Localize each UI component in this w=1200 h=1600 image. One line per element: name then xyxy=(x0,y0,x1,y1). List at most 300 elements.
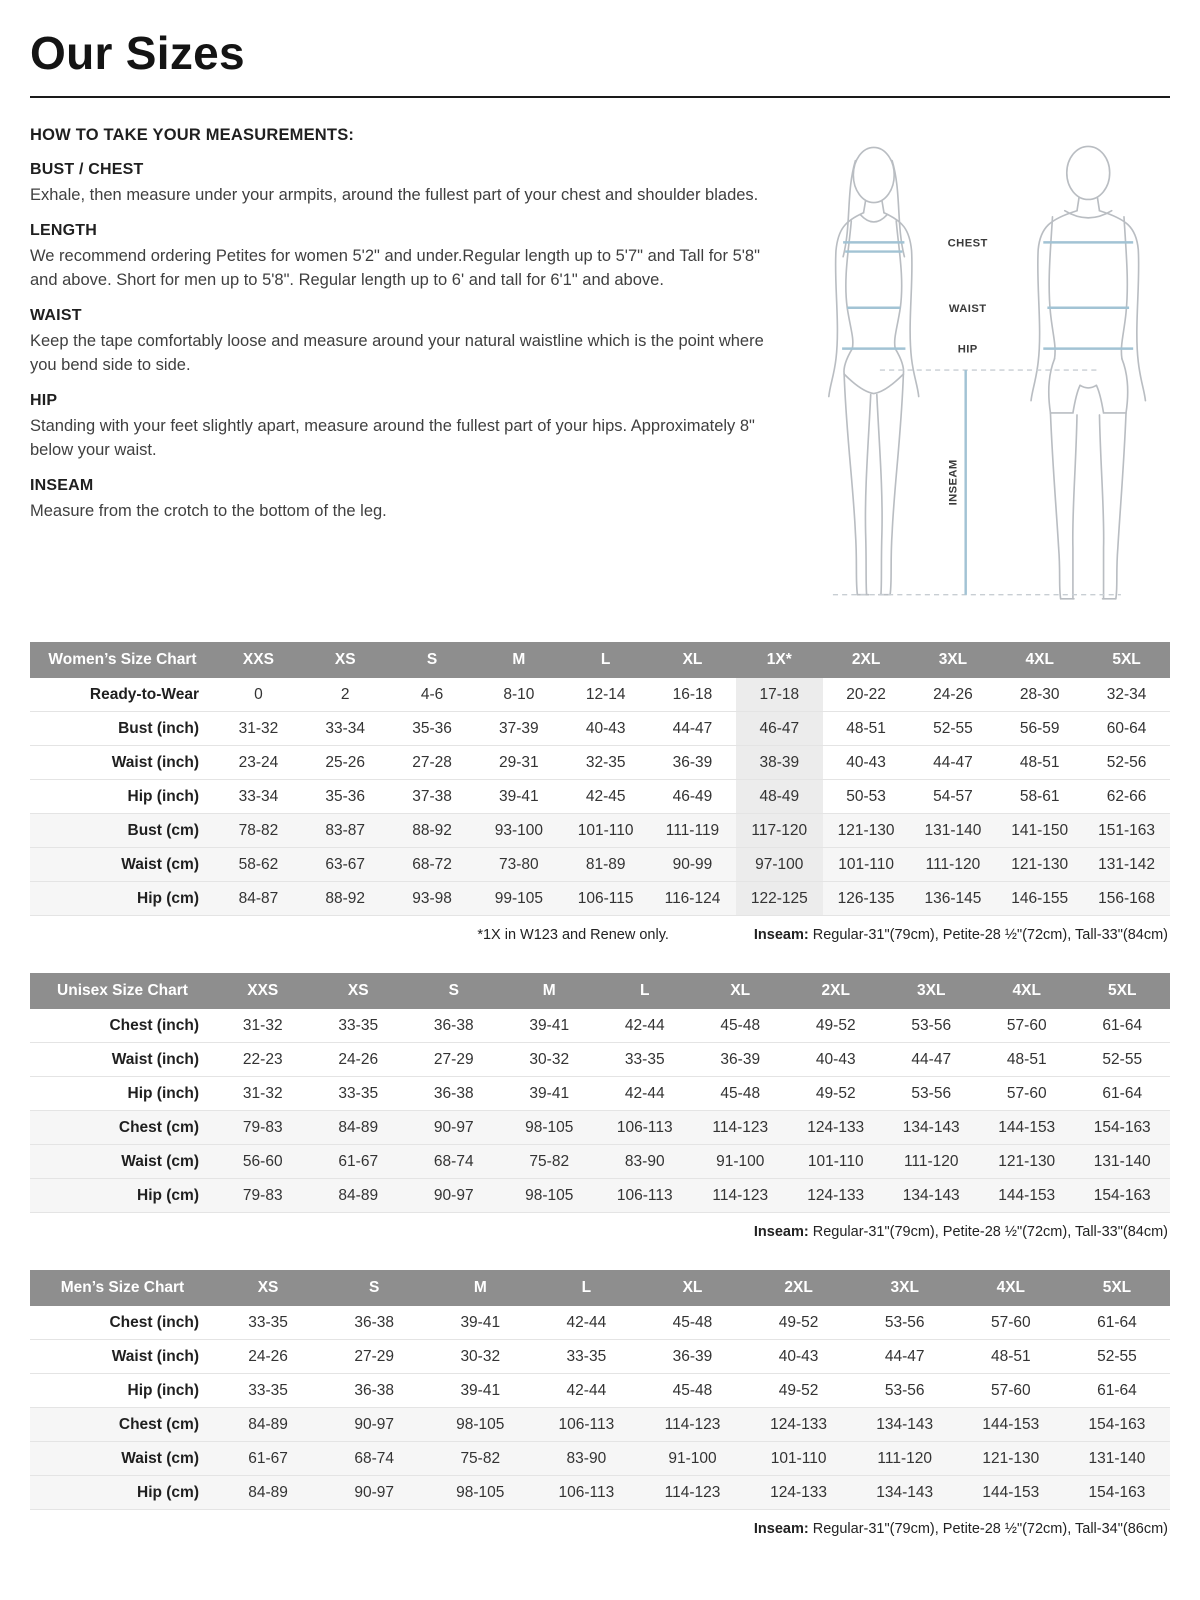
header-row xyxy=(30,642,1170,678)
size-cell: 79-83 xyxy=(242,1118,283,1136)
table-title: Women’s Size Chart xyxy=(30,642,215,678)
size-cell: 97-100 xyxy=(736,848,823,882)
size-cell: 53-56 xyxy=(911,1016,952,1034)
woman-figure-outline xyxy=(829,147,919,594)
section-text-bust-chest: Exhale, then measure under your armpits, around the fullest part of your chest and shoulder blades. xyxy=(30,186,759,204)
size-cell: 114-123 xyxy=(712,1186,769,1204)
size-cell: 117-120 xyxy=(736,814,823,848)
table-row xyxy=(30,1179,1170,1213)
waist-label: WAIST xyxy=(948,302,987,315)
size-cell: 39-41 xyxy=(499,787,539,805)
size-cell: 42-45 xyxy=(585,787,626,805)
size-cell: 63-67 xyxy=(325,855,366,873)
table-row xyxy=(30,1077,1170,1111)
column-header: XL xyxy=(649,642,736,678)
size-cell: 50-53 xyxy=(846,787,886,805)
mens-size-chart-table xyxy=(30,1270,1170,1510)
page-title: Our Sizes xyxy=(30,27,245,79)
size-cell: 38-39 xyxy=(736,746,823,780)
size-cell: 90-97 xyxy=(433,1186,474,1204)
column-header: M xyxy=(427,1270,533,1306)
size-cell: 56-59 xyxy=(1019,719,1060,737)
size-cell: 33-34 xyxy=(238,787,279,805)
hip-label: HIP xyxy=(957,343,978,356)
header-row xyxy=(30,973,1170,1009)
header-row xyxy=(30,1270,1170,1306)
size-cell: 44-47 xyxy=(672,719,713,737)
size-cell: 84-89 xyxy=(338,1118,379,1136)
size-cell: 53-56 xyxy=(911,1084,952,1102)
size-cell: 49-52 xyxy=(778,1313,819,1331)
inseam-note-text: Regular-31"(79cm), Petite-28 ½"(72cm), Tall-34"(86cm) xyxy=(808,1521,1168,1537)
chest-label: CHEST xyxy=(947,237,988,250)
size-cell: 32-35 xyxy=(585,753,626,771)
size-cell: 131-142 xyxy=(1098,855,1155,873)
column-header: M xyxy=(502,973,598,1009)
size-cell: 52-55 xyxy=(1102,1050,1143,1068)
size-cell: 121-130 xyxy=(1011,855,1069,873)
table-row xyxy=(30,1340,1170,1374)
size-cell: 25-26 xyxy=(325,753,366,771)
size-cell: 46-47 xyxy=(736,712,823,746)
size-cell: 101-110 xyxy=(770,1449,827,1467)
row-label: Ready-to-Wear xyxy=(89,685,199,703)
row-label: Waist (cm) xyxy=(121,1449,199,1467)
size-cell: 36-38 xyxy=(433,1016,474,1034)
size-cell: 83-90 xyxy=(566,1449,607,1467)
size-cell: 40-43 xyxy=(585,719,626,737)
size-cell: 61-67 xyxy=(338,1152,379,1170)
size-cell: 144-153 xyxy=(982,1415,1040,1433)
size-cell: 27-28 xyxy=(412,753,452,771)
size-cell: 93-98 xyxy=(412,889,452,907)
size-cell: 131-140 xyxy=(1088,1449,1146,1467)
size-cell: 60-64 xyxy=(1106,719,1147,737)
size-cell: 22-23 xyxy=(242,1050,283,1068)
size-cell: 45-48 xyxy=(720,1084,761,1102)
size-cell: 31-32 xyxy=(242,1016,283,1034)
column-header: S xyxy=(321,1270,427,1306)
size-cell: 101-110 xyxy=(838,855,894,873)
size-cell: 49-52 xyxy=(778,1381,819,1399)
size-cell: 134-143 xyxy=(876,1483,934,1501)
size-cell: 40-43 xyxy=(778,1347,819,1365)
size-cell: 73-80 xyxy=(499,855,539,873)
size-cell: 48-51 xyxy=(846,719,886,737)
size-cell: 126-135 xyxy=(837,889,895,907)
row-label: Chest (inch) xyxy=(109,1016,199,1034)
row-label: Hip (cm) xyxy=(137,889,199,907)
row-label: Waist (cm) xyxy=(121,855,199,873)
column-header: 4XL xyxy=(979,973,1075,1009)
table-row xyxy=(30,848,1170,882)
size-cell: 83-87 xyxy=(325,821,366,839)
size-cell: 53-56 xyxy=(884,1381,925,1399)
size-cell: 52-55 xyxy=(933,719,973,737)
row-label: Bust (cm) xyxy=(127,821,199,839)
section-title-waist: WAIST xyxy=(30,307,82,325)
row-label: Waist (inch) xyxy=(111,753,199,771)
size-cell: 90-99 xyxy=(672,855,713,873)
column-header: 5XL xyxy=(1083,642,1170,678)
size-cell: 98-105 xyxy=(525,1186,574,1204)
table-title: Unisex Size Chart xyxy=(30,973,215,1009)
size-cell: 52-56 xyxy=(1106,753,1147,771)
size-cell: 88-92 xyxy=(412,821,452,839)
column-header: 2XL xyxy=(746,1270,852,1306)
size-cell: 27-29 xyxy=(433,1050,474,1068)
size-cell: 78-82 xyxy=(238,821,279,839)
size-cell: 134-143 xyxy=(902,1118,960,1136)
size-cell: 90-97 xyxy=(354,1483,394,1501)
table-footnotes xyxy=(30,1510,1170,1537)
size-cell: 39-41 xyxy=(460,1313,501,1331)
table-row xyxy=(30,1111,1170,1145)
size-cell: 98-105 xyxy=(525,1118,574,1136)
size-cell: 75-82 xyxy=(529,1152,570,1170)
mens-size-chart xyxy=(30,1270,1170,1537)
size-cell: 114-123 xyxy=(664,1415,721,1433)
unisex-size-chart xyxy=(30,973,1170,1240)
size-cell: 48-51 xyxy=(1019,753,1060,771)
size-cell: 61-64 xyxy=(1097,1313,1137,1331)
inseam-note xyxy=(754,1224,1168,1240)
size-cell: 37-39 xyxy=(499,719,539,737)
size-cell: 48-51 xyxy=(990,1347,1031,1365)
size-cell: 8-10 xyxy=(503,685,535,703)
size-cell: 49-52 xyxy=(815,1084,856,1102)
size-cell: 134-143 xyxy=(876,1415,934,1433)
size-cell: 42-44 xyxy=(566,1313,607,1331)
size-cell: 58-61 xyxy=(1019,787,1060,805)
size-cell: 122-125 xyxy=(736,882,823,916)
size-cell: 44-47 xyxy=(884,1347,925,1365)
column-header: 2XL xyxy=(788,973,884,1009)
size-cell: 151-163 xyxy=(1098,821,1155,839)
column-header: 5XL xyxy=(1064,1270,1170,1306)
size-cell: 58-62 xyxy=(238,855,279,873)
title-divider xyxy=(30,96,1170,98)
size-cell: 39-41 xyxy=(529,1084,570,1102)
size-cell: 44-47 xyxy=(911,1050,952,1068)
size-cell: 16-18 xyxy=(672,685,713,703)
size-cell: 114-123 xyxy=(712,1118,769,1136)
table-row xyxy=(30,1374,1170,1408)
size-cell: 42-44 xyxy=(566,1381,607,1399)
size-cell: 39-41 xyxy=(460,1381,501,1399)
size-cell: 91-100 xyxy=(716,1152,765,1170)
size-cell: 124-133 xyxy=(770,1415,828,1433)
size-cell: 156-168 xyxy=(1098,889,1155,907)
size-cell: 45-48 xyxy=(672,1313,713,1331)
row-label: Hip (inch) xyxy=(127,1084,199,1102)
table-row xyxy=(30,1043,1170,1077)
size-cell: 111-120 xyxy=(925,855,981,873)
size-cell: 29-31 xyxy=(499,753,539,771)
section-title-bust-chest: BUST / CHEST xyxy=(30,161,144,178)
size-cell: 33-35 xyxy=(338,1016,379,1034)
size-cell: 111-120 xyxy=(877,1449,932,1467)
size-cell: 31-32 xyxy=(238,719,279,737)
size-cell: 84-87 xyxy=(238,889,279,907)
inseam-note xyxy=(754,1521,1168,1537)
size-cell: 49-52 xyxy=(815,1016,856,1034)
size-cell: 61-67 xyxy=(248,1449,288,1467)
size-cell: 37-38 xyxy=(412,787,452,805)
size-cell: 33-35 xyxy=(624,1050,665,1068)
size-cell: 36-39 xyxy=(672,1347,713,1365)
column-header: 4XL xyxy=(958,1270,1064,1306)
size-cell: 44-47 xyxy=(933,753,973,771)
size-cell: 17-18 xyxy=(736,678,823,712)
size-cell: 12-14 xyxy=(585,685,626,703)
size-cell: 30-32 xyxy=(529,1050,570,1068)
column-header: XXS xyxy=(215,973,311,1009)
section-text-hip: Standing with your feet slightly apart, measure around the fullest part of your hips. Approximately 8" below your waist. xyxy=(30,417,755,459)
size-cell: 124-133 xyxy=(807,1118,865,1136)
size-cell: 84-89 xyxy=(338,1186,379,1204)
column-header: L xyxy=(597,973,693,1009)
size-cell: 4-6 xyxy=(420,685,444,703)
size-cell: 30-32 xyxy=(460,1347,501,1365)
size-cell: 46-49 xyxy=(672,787,713,805)
column-note: *1X in W123 and Renew only. xyxy=(477,927,669,943)
size-cell: 61-64 xyxy=(1102,1084,1143,1102)
size-cell: 24-26 xyxy=(248,1347,288,1365)
size-cell: 101-110 xyxy=(577,821,634,839)
size-cell: 36-38 xyxy=(354,1381,394,1399)
column-header: 4XL xyxy=(996,642,1083,678)
inseam-label: INSEAM xyxy=(947,459,960,506)
table-row xyxy=(30,1145,1170,1179)
size-cell: 2 xyxy=(340,685,350,703)
size-cell: 106-113 xyxy=(558,1483,615,1501)
measurement-figure-illustration xyxy=(792,122,1170,608)
size-cell: 40-43 xyxy=(846,753,886,771)
size-cell: 36-39 xyxy=(720,1050,761,1068)
size-cell: 111-120 xyxy=(903,1152,959,1170)
section-text-length: We recommend ordering Petites for women 5'2" and under.Regular length up to 5'7" and Tall for 5'8" and above. Short for men up to 5'8". Regular length up to 6' and tall for 6'1" and above. xyxy=(30,247,760,289)
size-cell: 154-163 xyxy=(1093,1118,1151,1136)
size-cell: 36-38 xyxy=(354,1313,394,1331)
size-cell: 53-56 xyxy=(884,1313,925,1331)
size-cell: 31-32 xyxy=(242,1084,283,1102)
column-header: XS xyxy=(311,973,407,1009)
size-cell: 42-44 xyxy=(624,1016,665,1034)
size-cell: 48-51 xyxy=(1006,1050,1047,1068)
column-header: 2XL xyxy=(823,642,910,678)
row-label: Waist (cm) xyxy=(121,1152,199,1170)
inseam-note-text: Regular-31"(79cm), Petite-28 ½"(72cm), Tall-33"(84cm) xyxy=(808,927,1168,943)
size-cell: 20-22 xyxy=(846,685,886,703)
size-cell: 121-130 xyxy=(837,821,895,839)
table-footnotes xyxy=(30,1213,1170,1240)
size-cell: 0 xyxy=(254,685,263,703)
size-cell: 131-140 xyxy=(1093,1152,1151,1170)
column-header: L xyxy=(533,1270,639,1306)
size-cell: 136-145 xyxy=(924,889,982,907)
row-label: Hip (cm) xyxy=(137,1483,199,1501)
size-cell: 68-74 xyxy=(433,1152,474,1170)
size-cell: 154-163 xyxy=(1088,1483,1146,1501)
size-cell: 90-97 xyxy=(354,1415,394,1433)
size-cell: 68-72 xyxy=(412,855,452,873)
size-cell: 40-43 xyxy=(815,1050,856,1068)
column-header: S xyxy=(406,973,502,1009)
column-header: S xyxy=(389,642,476,678)
size-cell: 124-133 xyxy=(807,1186,865,1204)
row-label: Hip (cm) xyxy=(137,1186,199,1204)
column-header: XL xyxy=(693,973,789,1009)
size-cell: 36-38 xyxy=(433,1084,474,1102)
size-cell: 83-90 xyxy=(624,1152,665,1170)
size-cell: 79-83 xyxy=(242,1186,283,1204)
size-cell: 48-49 xyxy=(736,780,823,814)
size-cell: 57-60 xyxy=(1006,1016,1047,1034)
size-cell: 106-115 xyxy=(577,889,634,907)
column-header: XS xyxy=(215,1270,321,1306)
table-row xyxy=(30,746,1170,780)
size-cell: 91-100 xyxy=(668,1449,717,1467)
howto-heading: HOW TO TAKE YOUR MEASUREMENTS: xyxy=(30,126,355,144)
size-cell: 57-60 xyxy=(990,1381,1031,1399)
size-cell: 106-113 xyxy=(616,1118,673,1136)
size-cell: 61-64 xyxy=(1102,1016,1143,1034)
size-cell: 33-35 xyxy=(566,1347,607,1365)
table-row xyxy=(30,1442,1170,1476)
man-figure-outline xyxy=(1031,146,1145,598)
size-cell: 121-130 xyxy=(998,1152,1056,1170)
row-label: Hip (inch) xyxy=(127,1381,199,1399)
size-cell: 75-82 xyxy=(460,1449,501,1467)
size-cell: 154-163 xyxy=(1093,1186,1151,1204)
size-cell: 121-130 xyxy=(982,1449,1040,1467)
section-title-length: LENGTH xyxy=(30,222,97,240)
row-label: Waist (inch) xyxy=(111,1050,199,1068)
table-row xyxy=(30,1009,1170,1043)
size-cell: 68-74 xyxy=(354,1449,394,1467)
size-cell: 106-113 xyxy=(558,1415,615,1433)
size-cell: 106-113 xyxy=(616,1186,673,1204)
size-cell: 114-123 xyxy=(664,1483,721,1501)
section-title-hip: HIP xyxy=(30,392,58,410)
table-row xyxy=(30,814,1170,848)
measurement-instructions xyxy=(30,122,778,523)
size-cell: 101-110 xyxy=(807,1152,864,1170)
column-header: 3XL xyxy=(852,1270,958,1306)
size-cell: 84-89 xyxy=(248,1483,288,1501)
table-footnotes xyxy=(30,916,1170,943)
size-cell: 33-35 xyxy=(338,1084,379,1102)
size-cell: 24-26 xyxy=(933,685,973,703)
size-cell: 57-60 xyxy=(1006,1084,1047,1102)
size-cell: 111-119 xyxy=(665,821,720,839)
row-label: Chest (cm) xyxy=(118,1118,199,1136)
column-header: 1X* xyxy=(736,642,823,678)
size-cell: 116-124 xyxy=(664,889,721,907)
row-label: Waist (inch) xyxy=(111,1347,199,1365)
column-header: M xyxy=(475,642,562,678)
size-cell: 36-39 xyxy=(672,753,713,771)
size-cell: 81-89 xyxy=(585,855,626,873)
body-measurement-diagram xyxy=(792,128,1170,608)
column-header: 5XL xyxy=(1075,973,1171,1009)
section-text-inseam: Measure from the crotch to the bottom of the leg. xyxy=(30,501,387,520)
section-title-inseam: INSEAM xyxy=(30,476,94,494)
size-cell: 56-60 xyxy=(242,1152,283,1170)
column-header: 3XL xyxy=(884,973,980,1009)
table-row xyxy=(30,780,1170,814)
size-cell: 28-30 xyxy=(1019,685,1060,703)
size-cell: 134-143 xyxy=(902,1186,960,1204)
size-cell: 88-92 xyxy=(325,889,366,907)
size-cell: 45-48 xyxy=(672,1381,713,1399)
size-cell: 57-60 xyxy=(990,1313,1031,1331)
size-cell: 84-89 xyxy=(248,1415,288,1433)
size-cell: 144-153 xyxy=(998,1186,1056,1204)
size-cell: 98-105 xyxy=(456,1483,505,1501)
size-cell: 144-153 xyxy=(982,1483,1040,1501)
size-cell: 62-66 xyxy=(1106,787,1147,805)
size-cell: 42-44 xyxy=(624,1084,665,1102)
size-cell: 131-140 xyxy=(924,821,982,839)
size-cell: 23-24 xyxy=(238,753,279,771)
size-cell: 32-34 xyxy=(1106,685,1147,703)
row-label: Chest (cm) xyxy=(118,1415,199,1433)
column-header: 3XL xyxy=(910,642,997,678)
size-cell: 98-105 xyxy=(456,1415,505,1433)
row-label: Hip (inch) xyxy=(127,787,199,805)
table-row xyxy=(30,1476,1170,1510)
unisex-size-chart-table xyxy=(30,973,1170,1213)
column-header: XS xyxy=(302,642,389,678)
size-cell: 45-48 xyxy=(720,1016,761,1034)
size-cell: 52-55 xyxy=(1097,1347,1137,1365)
size-cell: 146-155 xyxy=(1011,889,1069,907)
table-row xyxy=(30,1408,1170,1442)
table-row xyxy=(30,882,1170,916)
row-label: Chest (inch) xyxy=(109,1313,199,1331)
size-cell: 39-41 xyxy=(529,1016,570,1034)
row-label: Bust (inch) xyxy=(118,719,199,737)
size-cell: 33-35 xyxy=(248,1381,288,1399)
size-cell: 54-57 xyxy=(933,787,973,805)
inseam-note-label: Inseam: xyxy=(753,1224,809,1240)
table-title: Men’s Size Chart xyxy=(30,1270,215,1306)
size-cell: 144-153 xyxy=(998,1118,1056,1136)
top-section xyxy=(30,122,1170,608)
table-row xyxy=(30,1306,1170,1340)
column-header: L xyxy=(562,642,649,678)
size-cell: 35-36 xyxy=(412,719,452,737)
size-cell: 141-150 xyxy=(1011,821,1069,839)
inseam-note-label: Inseam: xyxy=(753,1521,809,1537)
size-cell: 33-35 xyxy=(248,1313,288,1331)
column-header: XXS xyxy=(215,642,302,678)
size-cell: 124-133 xyxy=(770,1483,828,1501)
size-cell: 35-36 xyxy=(325,787,366,805)
size-cell: 93-100 xyxy=(494,821,543,839)
inseam-note xyxy=(754,927,1168,943)
size-cell: 61-64 xyxy=(1097,1381,1137,1399)
table-row xyxy=(30,712,1170,746)
size-cell: 27-29 xyxy=(354,1347,394,1365)
column-header: XL xyxy=(639,1270,745,1306)
womens-size-chart-table xyxy=(30,642,1170,916)
womens-size-chart xyxy=(30,642,1170,943)
size-charts xyxy=(30,642,1170,1537)
inseam-note-label: Inseam: xyxy=(753,927,809,943)
